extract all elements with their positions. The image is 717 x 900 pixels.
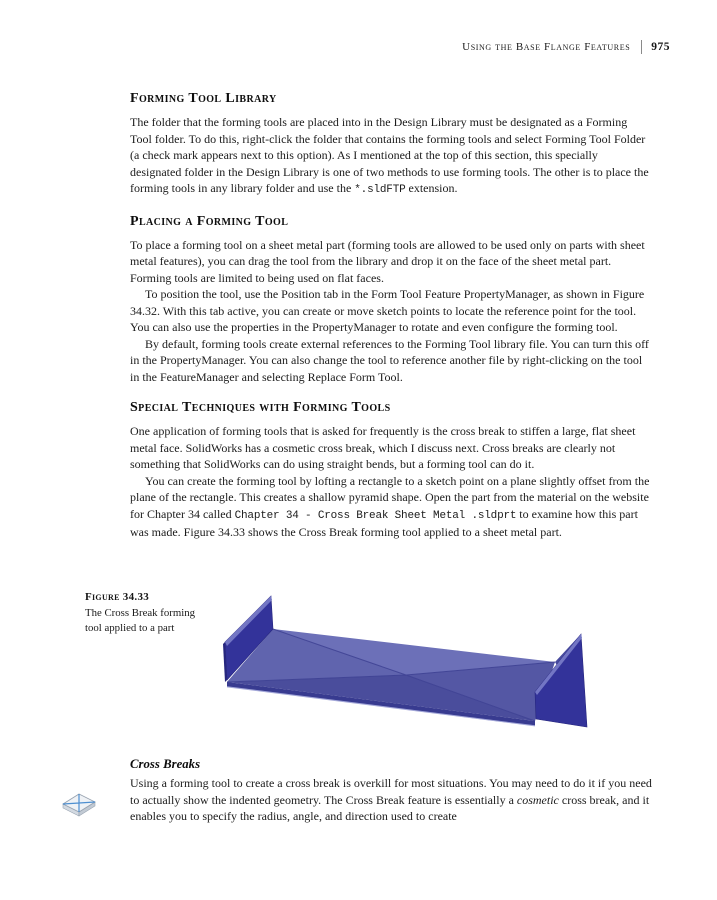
text-segment-normal: to examine how this part was made. Figure 34.33 shows the Cross Break forming tool applied to a sheet metal part.	[130, 506, 638, 539]
figure-image	[220, 585, 620, 755]
section-heading: Placing a Forming Tool	[130, 213, 289, 229]
paragraph	[130, 423, 650, 473]
paragraph	[130, 114, 650, 199]
section-placing-a-forming-tool	[130, 214, 650, 386]
paragraph	[130, 286, 650, 336]
section-heading: Forming Tool Library	[130, 91, 277, 106]
running-title: Using the Base Flange Features	[462, 41, 631, 53]
cross-break-icon	[60, 791, 98, 823]
subsection-heading: Cross Breaks	[130, 757, 201, 771]
text-segment-italic: cosmetic	[516, 792, 559, 807]
text-segment-normal: The folder that the forming tools are placed into in the Design Library must be designated as a Forming Tool folder. To do this, right-click the folder that contains the forming tools and select Forming Tool Folder (a check mark appears next to this option). As I mentioned at the top of this section, this specially designated folder in the Design Library is one of two methods to use forming tools. The other is to place the forming tools in any library folder and use the	[130, 115, 649, 195]
page-number: 975	[651, 41, 670, 53]
text-segment-normal: Using a forming tool to create a cross break is overkill for most situations. You may need to do it if you need to actually show the indented geometry. The Cross Break feature is essentially a	[130, 776, 652, 807]
section-heading: Special Techniques with Forming Tools	[130, 400, 391, 415]
paragraph	[130, 775, 653, 825]
text-segment-normal: extension.	[405, 181, 458, 195]
text-segment-normal: To place a forming tool on a sheet metal part (forming tools are allowed to be used only on parts with sheet metal features), you can drag the tool from the library and drop it on the face of the sheet metal part. Forming tools are limited to being used on flat faces.	[130, 237, 645, 285]
main-text-column	[130, 91, 650, 541]
paragraph	[130, 336, 650, 386]
text-segment-normal: cross break, and it enables you to specify the radius, angle, and direction used to create	[130, 792, 650, 823]
text-segment-mono: *.sldFTP	[354, 184, 406, 196]
text-segment-normal: One application of forming tools that is asked for frequently is the cross break to stiffen a large, flat sheet metal face. SolidWorks has a cosmetic cross break, which I discuss next. Cross breaks are clearly not something that SolidWorks can do using straight bends, but a forming tool can do it.	[130, 424, 636, 471]
paragraph	[130, 237, 650, 287]
figure-caption: The Cross Break forming tool applied to a part	[85, 607, 196, 634]
section-forming-tool-library	[130, 91, 650, 199]
running-head	[0, 40, 670, 54]
paragraph	[130, 473, 650, 541]
section-special-techniques	[130, 400, 650, 541]
text-segment-normal: You can create the forming tool by lofting a rectangle to a sketch point on a plane slightly offset from the plane of the rectangle. This creates a shallow pyramid shape. Open the part from the material on the website for Chapter 34 called	[130, 473, 650, 521]
figure-caption-block	[85, 591, 213, 635]
text-segment-normal: By default, forming tools create external references to the Forming Tool library file. You can turn this off in the PropertyManager. You can also change the tool to reference another file by right-clicking on the tool in the FeatureManager and selecting Replace Form Tool.	[130, 336, 649, 384]
text-segment-mono: Chapter 34 - Cross Break Sheet Metal .sldprt	[234, 509, 517, 522]
text-segment-normal: To position the tool, use the Position tab in the Form Tool Feature PropertyManager, as shown in Figure 34.32. With this tab active, you can create or move sketch points to locate the reference point for the tool. You can also use the properties in the PropertyManager to rotate and even configure the forming tool.	[130, 287, 645, 334]
header-divider	[641, 40, 642, 54]
figure-label: Figure 34.33	[85, 591, 150, 603]
subsection-cross-breaks	[130, 757, 653, 825]
